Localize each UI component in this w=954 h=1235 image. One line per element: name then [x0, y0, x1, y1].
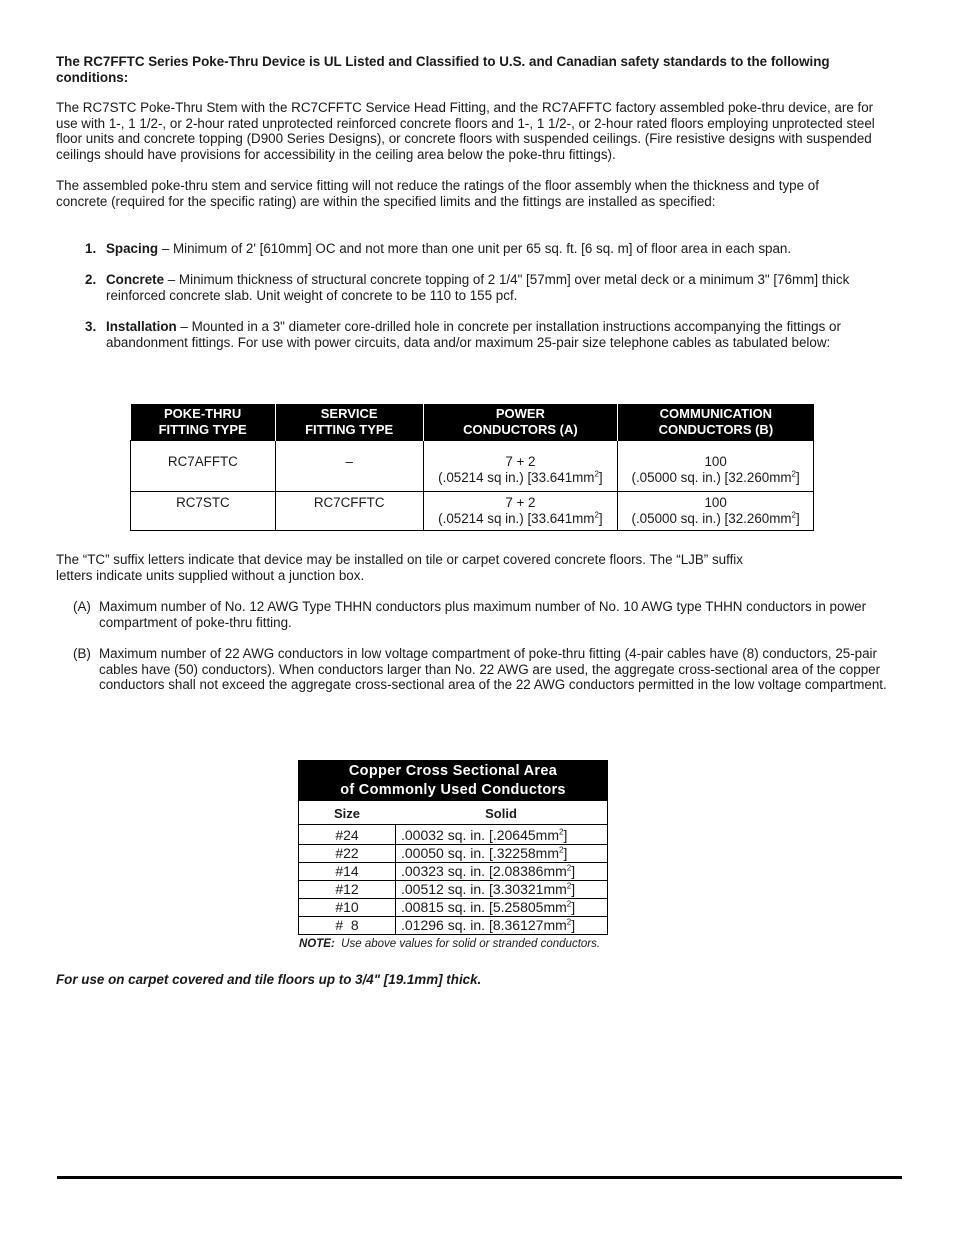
carpet-note: For use on carpet covered and tile floors up to 3/4" [19.1mm] thick. [56, 972, 482, 987]
footnote-b [73, 646, 898, 693]
cell-power: 7 + 2 (.05214 sq in.) $[33.641mm^2]$ [423, 441, 618, 492]
table-row: #12 .00512 sq. in. $[3.30321mm^2]$ [299, 880, 607, 898]
table-row [131, 441, 814, 492]
header-service: SERVICE FITTING TYPE [275, 404, 423, 441]
condition-term: Spacing [106, 241, 159, 256]
condition-installation [85, 319, 897, 350]
copper-table-title: Copper Cross Sectional Area of Commonly Used Conductors [299, 761, 607, 801]
copper-table-note: NOTE: Use above values for solid or stranded conductors. [299, 938, 601, 950]
suffix-note: The “TC” suffix letters indicate that device may be installed on tile or carpet covered concrete floors. The “LJB” suffix letters indicate units supplied without a junction box. [56, 552, 743, 583]
condition-concrete [85, 272, 897, 303]
cell-communication: 100 (.05000 sq. in.) $[32.260mm^2]$ [618, 441, 814, 492]
copper-table-column-headers [299, 801, 607, 825]
header-communication: COMMUNICATION CONDUCTORS (B) [618, 404, 814, 441]
table-row: #22 .00050 sq. in. $[.32258mm^2]$ [299, 844, 607, 862]
cell-poke-thru: RC7AFFTC [131, 441, 276, 492]
header-poke-thru: POKE-THRU FITTING TYPE [131, 404, 276, 441]
condition-number: 1. [85, 241, 97, 256]
condition-text: – Minimum thickness of structural concrete topping of 2 1/4" [57mm] over metal deck or a minimum 3" [76mm] thick reinforced concrete slab. Unit weight of concrete to be 110 to 155 pcf. [106, 272, 850, 303]
table-row: #24 .00032 sq. in. $[.20645mm^2]$ [299, 825, 607, 844]
column-solid: Solid [485, 806, 517, 822]
footer-rule [57, 1176, 902, 1179]
fitting-table [130, 404, 814, 531]
cell-service: RC7CFFTC [275, 492, 423, 531]
fitting-table-header [131, 404, 814, 441]
intro-heading: The RC7FFTC Series Poke-Thru Device is UL Listed and Classified to U.S. and Canadian safety standards to the following conditions: [56, 54, 830, 85]
header-power: POWER CONDUCTORS (A) [423, 404, 618, 441]
intro-paragraph-1: The RC7STC Poke-Thru Stem with the RC7CFFTC Service Head Fitting, and the RC7AFFTC factory assembled poke-thru device, are for use with 1-, 1 1/2-, or 2-hour rated unprotected reinforced concrete floors and 1-, 1 1/2-, or 2-hour rated floors employing unprotected steel floor units and concrete topping (D900 Series Designs), or concrete floors with suspended ceilings. (Fire resistive designs with suspended ceilings should have provisions for accessibility in the ceiling area below the poke-thru fittings). [56, 100, 875, 162]
footnote-text: Maximum number of No. 12 AWG Type THHN conductors plus maximum number of No. 10 AWG type THHN conductors in power compartment of poke-thru fitting. [99, 599, 867, 630]
table-row: #14 .00323 sq. in. $[2.08386mm^2]$ [299, 862, 607, 880]
cell-communication: 100 (.05000 sq. in.) $[32.260mm^2]$ [618, 492, 814, 531]
table-row: # 8 .01296 sq. in. $[8.36127mm^2]$ [299, 916, 607, 934]
cell-power: 7 + 2 (.05214 sq in.) $[33.641mm^2]$ [423, 492, 618, 531]
footnote-label: (B) [73, 646, 91, 661]
condition-term: Concrete [106, 272, 165, 287]
condition-text: – Mounted in a 3" diameter core-drilled hole in concrete per installation instructions accompanying the fittings or abandonment fittings. For use with power circuits, data and/or maximum 25-pair size telephone cables as tabulated below: [106, 319, 841, 350]
intro-paragraph-2: The assembled poke-thru stem and service fitting will not reduce the ratings of the floor assembly when the thickness and type of concrete (required for the specific rating) are within the specified limits and the fittings are installed as specified: [56, 178, 819, 209]
condition-term: Installation [106, 319, 177, 334]
footnote-label: (A) [73, 599, 91, 614]
copper-area-table [298, 760, 608, 935]
cell-service: – [275, 441, 423, 492]
footnote-text: Maximum number of 22 AWG conductors in low voltage compartment of poke-thru fitting (4-pair cables have (8) conductors, 25-pair cables have (50) conductors). When conductors larger than No. 22 AWG are used, the aggregate cross-sectional area of the copper conductors shall not exceed the aggregate cross-sectional area of the 22 AWG conductors permitted in the low voltage compartment. [99, 646, 887, 693]
footnote-a [73, 599, 898, 630]
condition-text: – Minimum of 2' [610mm] OC and not more than one unit per 65 sq. ft. [6 sq. m] of floor area in each span. [158, 241, 792, 256]
table-row [131, 492, 814, 531]
condition-number: 2. [85, 272, 97, 287]
condition-number: 3. [85, 319, 97, 334]
column-size: Size [333, 806, 360, 822]
table-row: #10 .00815 sq. in. $[5.25805mm^2]$ [299, 898, 607, 916]
condition-spacing [85, 241, 897, 257]
cell-poke-thru: RC7STC [131, 492, 276, 531]
